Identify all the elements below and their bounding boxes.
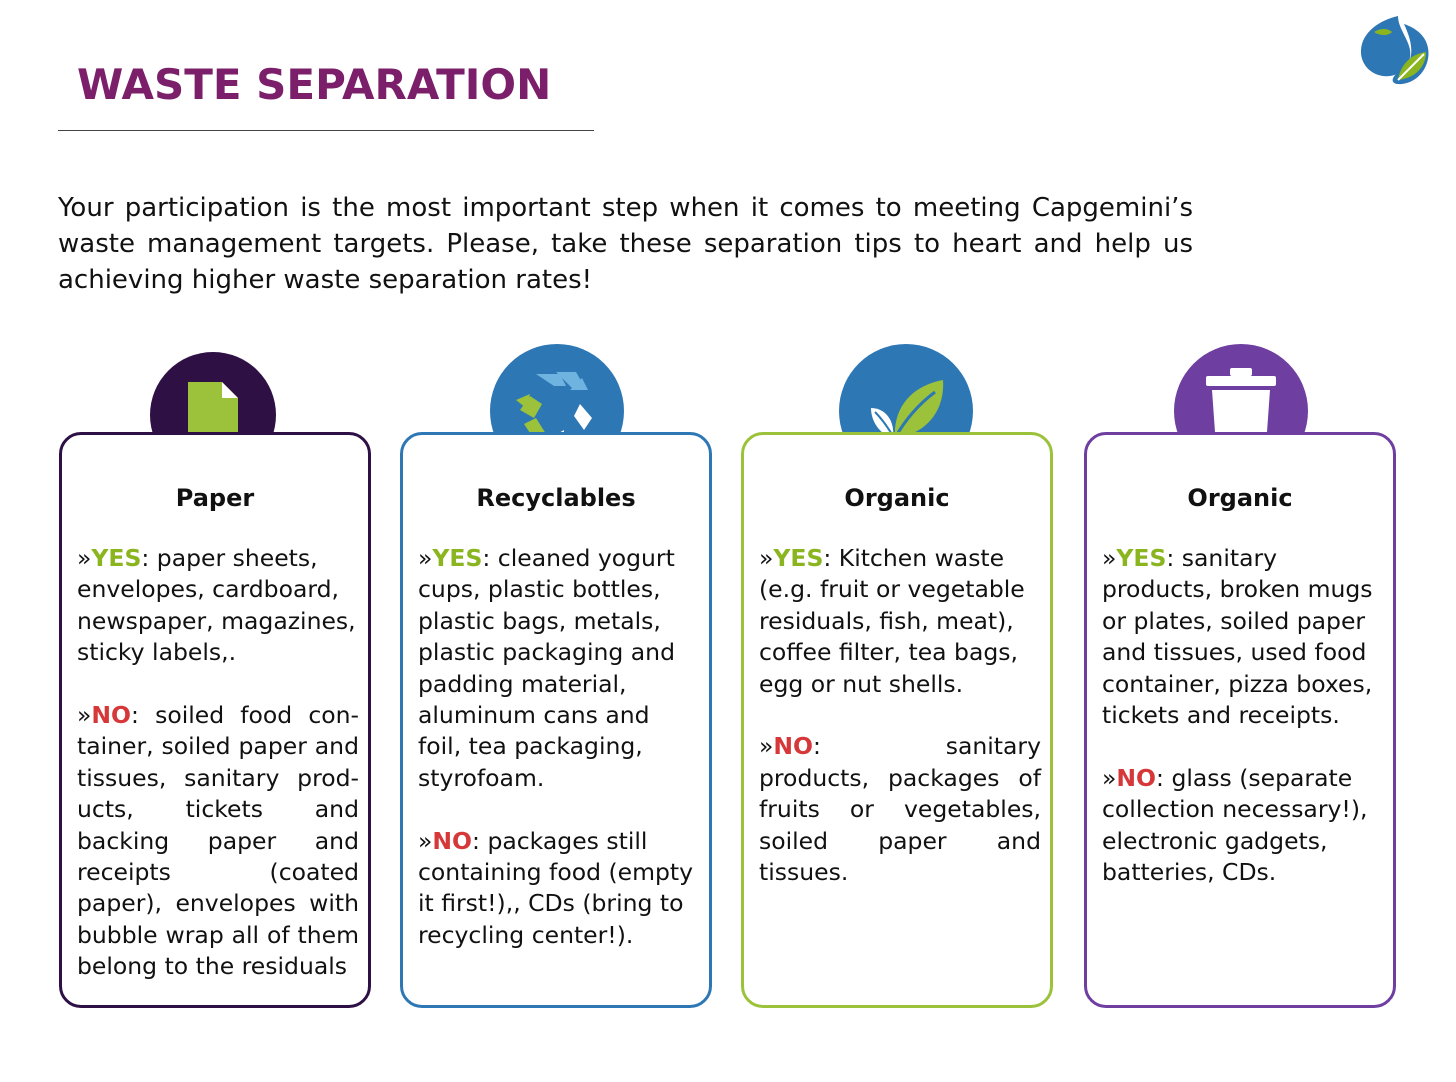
yes-list: »YES: sanitary products, broken mugs or plates, soiled paper and tissues, used food container, pizza boxes, tickets and receipts.: [1102, 544, 1373, 730]
no-label: NO: [91, 701, 132, 730]
no-label: NO: [432, 826, 473, 855]
yes-label: YES: [1116, 544, 1167, 572]
paper-card: [59, 432, 371, 1008]
no-list: »NO: packages still containing food (empty it first!),, CDs (bring to recycling center!).: [418, 826, 694, 949]
yes-label: YES: [91, 544, 142, 572]
capgemini-logo-icon: [1358, 14, 1436, 86]
intro-text: Your participation is the most important step when it comes to meeting Capgemini’s waste management targets. Please, take these separation tips to heart and help us achieving higher waste separation rates!: [58, 193, 1193, 295]
no-list: »NO: sanitary products, packages of fruits or vegetables, soiled paper and tissues.: [759, 732, 1041, 887]
yes-list: »YES: paper sheets, envelopes, cardboard, newspaper, magazines, sticky labels,.: [77, 544, 356, 667]
card-title: Paper: [175, 484, 255, 512]
card-body: [77, 543, 359, 983]
no-label: NO: [1116, 763, 1157, 792]
yes-label: YES: [773, 544, 824, 572]
no-list: »NO: soiled food container, soiled paper and tissues, sanitary products, tickets and backing paper and receipts (coated paper), envelopes with bubble wrap all of them belong to the residuals: [77, 701, 359, 981]
card-title: Organic: [1187, 484, 1293, 512]
organic-card: [741, 432, 1053, 1008]
yes-list: »YES: cleaned yogurt cups, plastic bottles, plastic bags, metals, plastic packaging and padding material, aluminum cans and foil, tea packaging, styrofoam.: [418, 544, 675, 792]
card-title: Recyclables: [476, 484, 636, 512]
residual-card: [1084, 432, 1396, 1008]
card-body: [418, 543, 700, 951]
no-label: NO: [773, 732, 814, 761]
page-title: WASTE SEPARATION: [77, 60, 552, 109]
recyclables-card: [400, 432, 712, 1008]
yes-list: »YES: Kitchen waste (e.g. fruit or vegetable residuals, fish, meat), coffee filter, tea bags, egg or nut shells.: [759, 544, 1025, 698]
yes-label: YES: [432, 544, 483, 572]
no-list: »NO: glass (separate collection necessary!), electronic gadgets, batteries, CDs.: [1102, 763, 1368, 887]
title-divider: [58, 130, 594, 131]
card-body: [759, 543, 1041, 888]
card-title: Organic: [844, 484, 950, 512]
card-body: [1102, 543, 1384, 888]
